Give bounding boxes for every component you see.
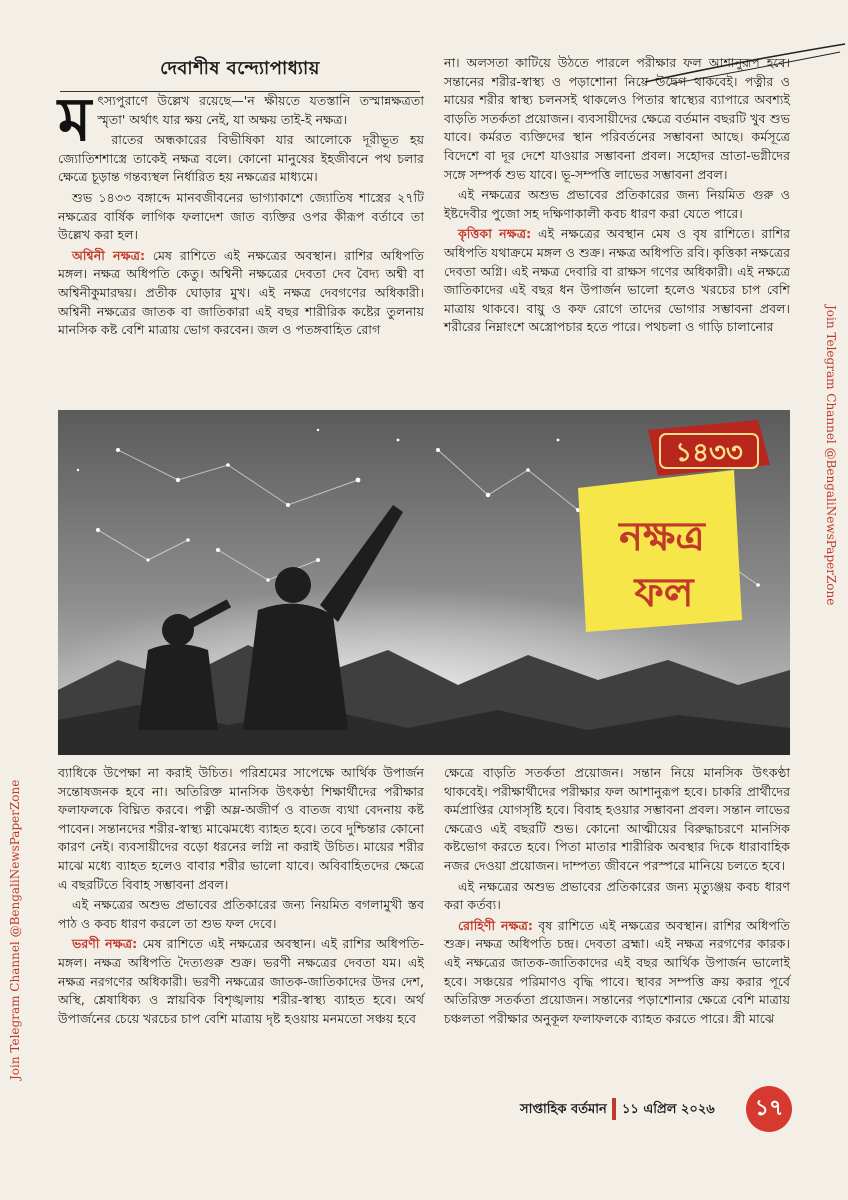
night-sky-illustration bbox=[58, 410, 790, 755]
title-line-2: ফল bbox=[634, 570, 694, 616]
left-column-bottom bbox=[58, 764, 424, 1030]
krittika-heading: কৃত্তিকা নক্ষত্র: bbox=[458, 226, 532, 242]
ashwini-remedy: এই নক্ষত্রের অশুভ প্রভাবের প্রতিকারের জন্য নিয়মিত বগলামুখী স্তব পাঠ ও কবচ ধারণ করলে তা শুভ ফল দেবে। bbox=[58, 897, 424, 931]
left-column-top bbox=[58, 85, 424, 342]
intro-paragraph-2: রাতের অন্ধকারের বিভীষিকা যার আলোকে দূরীভূত হয় জ্যোতিশশাস্ত্রে তাকেই নক্ষত্র বলে। কোনো মানুষের ইহজীবনে পথ চলার ক্ষেত্রে চূড়ান্ত গন্তব্যস্থল নির্ধারিত হয় নক্ষত্রের মাধ্যমে। bbox=[58, 132, 424, 185]
year-badge-text: ১৪৩৩ bbox=[675, 438, 743, 468]
right-column-top bbox=[444, 54, 790, 339]
page-footer bbox=[520, 1092, 790, 1128]
krittika-paragraph-2: ক্ষেত্রে বাড়তি সতর্কতা প্রয়োজন। সন্তান নিয়ে মানসিক উৎকণ্ঠা থাকবেই। পরীক্ষার্থীদের পরীক্ষার ফল আশানুরূপ হবে। চাকরি প্রার্থীদের কর্মপ্রাপ্তির যোগসৃষ্টি হবে। বিবাহ হওয়ার সম্ভাবনা প্রবল। সন্তান লাভের ক্ষেত্রেও এই বছরটি শুভ। কোনো আত্মীয়ের বিরুদ্ধাচরণে মানসিক কষ্টভোগ করতে হবে। পিতা মাতার শারীরিক অবস্থার দিকে ধারাবাহিক নজর দেওয়া প্রয়োজন। দাম্পত্য জীবনে পরস্পরে মানিয়ে চলতে হবে। bbox=[444, 765, 790, 873]
title-line-1: নক্ষত্র bbox=[619, 514, 705, 560]
krittika-remedy: এই নক্ষত্রের অশুভ প্রভাবের প্রতিকারের জন্য মৃত্যুঞ্জয় কবচ ধারণ করা কর্তব্য। bbox=[444, 878, 790, 913]
rohini-paragraph-1: রোহিণী নক্ষত্র: বৃষ রাশিতে এই নক্ষত্রের অবস্থান। রাশির অধিপতি শুক্র। নক্ষত্র অধিপতি চন্দ্র। দেবতা ব্রহ্মা। এই নক্ষত্র নরগণের কারক। এই নক্ষত্রের জাতক-জাতিকাদের এই বছর আর্থিক উপার্জন ভালোই হবে। সঞ্চয়ের পরিমাণও বৃদ্ধি পাবে। স্থাবর সম্পত্তি ক্রয় করার পূর্বে অতিরিক্ত সতর্কতা প্রয়োজন। সন্তানের পড়াশোনার ক্ষেত্রে বেশি মাত্রায় চঞ্চলতা পরীক্ষার অনুকূল ফলাফলকে ব্যাহত করতে পারে। স্ত্রী মাঝে bbox=[444, 917, 790, 1026]
ashwini-paragraph-2: ব্যাধিকে উপেক্ষা না করাই উচিত। পরিশ্রমের সাপেক্ষে আর্থিক উপার্জন সন্তোষজনক হবে না। অতিরিক্ত মানসিক উৎকণ্ঠা শিক্ষার্থীদের পরীক্ষার ফলাফলকে বিঘ্নিত করবে। পত্নী অম্ল-অজীর্ণ ও বাতজ ব্যথা বেদনায় কষ্ট পাবেন। সন্তানদের শরীর-স্বাস্থ্য মাঝেমধ্যে ব্যাহত হবে। তবে দুশ্চিন্তার কোনো কারণ নেই। ব্যবসায়ীদের বড়ো ধরনের লগ্নি না করাই উচিত। মায়ের শরীর মাঝে মধ্যে ব্যাহত হলেও বাবার শরীর ভালো যাবে। অবিবাহিতদের ক্ষেত্রে এ বছরটিতে বিবাহ সম্ভাবনা প্রবল। bbox=[58, 765, 424, 892]
title-box bbox=[578, 470, 742, 632]
page-number-badge: ১৭ bbox=[746, 1086, 792, 1132]
watermark-left: Join Telegram Channel @BengaliNewsPaperZone bbox=[8, 779, 22, 1080]
bharani-paragraph-2: না। অলসতা কাটিয়ে উঠতে পারলে পরীক্ষার ফল আশানুরূপ হবে। সন্তানের শরীর-স্বাস্থ্য ও পড়াশোনা নিয়ে উদ্বেগ থাকবেই। পত্নীর ও মায়ের শরীর স্বাস্থ্য চলনসই থাকলেও পিতার স্বাস্থ্যের ব্যাপারে অবশ্যই বাড়তি সতর্কতা প্রয়োজন। ব্যবসায়ীদের ক্ষেত্রে বর্তমান বছরটি খুব শুভ যাবে। কর্মরত ব্যক্তিদের স্থান পরিবর্তনের সম্ভাবনা আছে। কর্মসূত্রে বিদেশে বা দূর দেশে যাওয়ার সম্ভাবনা প্রবল। সহোদর ভ্রাতা-ভগ্নীদের সঙ্গে সম্পর্ক শুভ যাবে। ভূ-সম্পত্তি লাভের সম্ভাবনা প্রবল। bbox=[444, 55, 790, 182]
year-badge bbox=[648, 420, 770, 476]
bharani-heading: ভরণী নক্ষত্র: bbox=[72, 936, 138, 952]
watermark-right: Join Telegram Channel @BengaliNewsPaperZone bbox=[824, 305, 838, 606]
intro-paragraph-3: শুভ ১৪৩৩ বঙ্গাব্দে মানবজীবনের ভাগ্যাকাশে জ্যোতিষ শাস্ত্রের ২৭টি নক্ষত্রের বার্ষিক লাগিক ফলাদেশ জাত ব্যক্তির ওপর কীরূপ বর্তাবে তা উল্লেখ করা হল। bbox=[58, 189, 424, 243]
magazine-name: সাপ্তাহিক বর্তমান bbox=[520, 1102, 607, 1117]
intro-paragraph-1: মৎস্যপুরাণে উল্লেখ রয়েছে—'ন ক্ষীয়তে যতস্তানি তস্মান্নক্ষত্রতা স্মৃতা' অর্থাৎ যার ক্ষয় নেই, যা অক্ষয় তাই-ই নক্ষত্র। bbox=[58, 85, 424, 155]
ashwini-heading: অশ্বিনী নক্ষত্র: bbox=[72, 247, 146, 263]
rohini-heading: রোহিণী নক্ষত্র: bbox=[458, 917, 533, 933]
issue-date: ১১ এপ্রিল ২০২৬ bbox=[622, 1102, 715, 1117]
pen-scribble bbox=[640, 40, 848, 90]
right-column-bottom bbox=[444, 764, 790, 1030]
bharani-remedy: এই নক্ষত্রের অশুভ প্রভাবের প্রতিকারের জন্য নিয়মিত গুরু ও ইষ্টদেবীর পুজো সহ দক্ষিণাকালী কবচ ধারণ করা যেতে পারে। bbox=[444, 187, 790, 221]
ashwini-paragraph-1: অশ্বিনী নক্ষত্র: মেষ রাশিতে এই নক্ষত্রের অবস্থান। রাশির অধিপতি মঙ্গল। নক্ষত্র অধিপতি কেতু। অশ্বিনী নক্ষত্রের দেবতা দেব বৈদ্য অশ্বী বা অশ্বিনীকুমারদ্বয়। প্রতীক ঘোড়ার মুখ। এই নক্ষত্র দেবগণের অধিকারী। অশ্বিনী নক্ষত্রের জাতক বা জাতিকারা এই বছর শারীরিক কষ্টের তুলনায় মানসিক কষ্ট বেশি মাত্রায় ভোগ করবেন। জল ও পতঙ্গবাহিত রোগ bbox=[58, 247, 424, 338]
author-byline: দেবাশীষ বন্দ্যোপাধ্যায় bbox=[60, 54, 420, 92]
nakshatra-banner-image bbox=[58, 410, 790, 755]
footer-divider bbox=[612, 1098, 616, 1120]
drop-cap: ম bbox=[58, 85, 92, 155]
bharani-paragraph-1: ভরণী নক্ষত্র: মেষ রাশিতে এই নক্ষত্রের অবস্থান। এই রাশির অধিপতি-মঙ্গল। নক্ষত্র অধিপতি দৈত্যগুরু শুক্র। ভরণী নক্ষত্রের দেবতা যম। এই নক্ষত্র নরগণের অধিকারী। ভরণী নক্ষত্রের জাতক-জাতিকাদের উদর দেশ, অস্থি, শ্লেষাধিক্য ও স্নায়বিক বিশৃঙ্খলায় শরীর-স্বাস্থ্য ব্যাহত হবে। অর্থ উপার্জনের চেয়ে খরচের চাপ বেশি মাত্রায় দৃষ্ট হওয়ায় মনমতো সঞ্চয় হবে bbox=[58, 936, 424, 1026]
krittika-paragraph-1: কৃত্তিকা নক্ষত্র: এই নক্ষত্রের অবস্থান মেষ ও বৃষ রাশিতে। রাশির অধিপতি যথাক্রমে মঙ্গল ও শুক্র। নক্ষত্র অধিপতি রবি। কৃত্তিকা নক্ষত্রের দেবতা অগ্নি। এই নক্ষত্র দেবারি বা রাক্ষস গণের অধিকারী। এই নক্ষত্রে জাতিকাদের এই বছর ধন উপার্জন ভালো হলেও খরচের চাপ বেশি মাত্রায় থাকবে। বায়ু ও কফ রোগে তাদের ভোগার সম্ভাবনা প্রবল। শরীরের নিম্নাংশে অস্ত্রোপচার হতে পারে। পথচলা ও গাড়ি চালানোর bbox=[444, 226, 790, 335]
